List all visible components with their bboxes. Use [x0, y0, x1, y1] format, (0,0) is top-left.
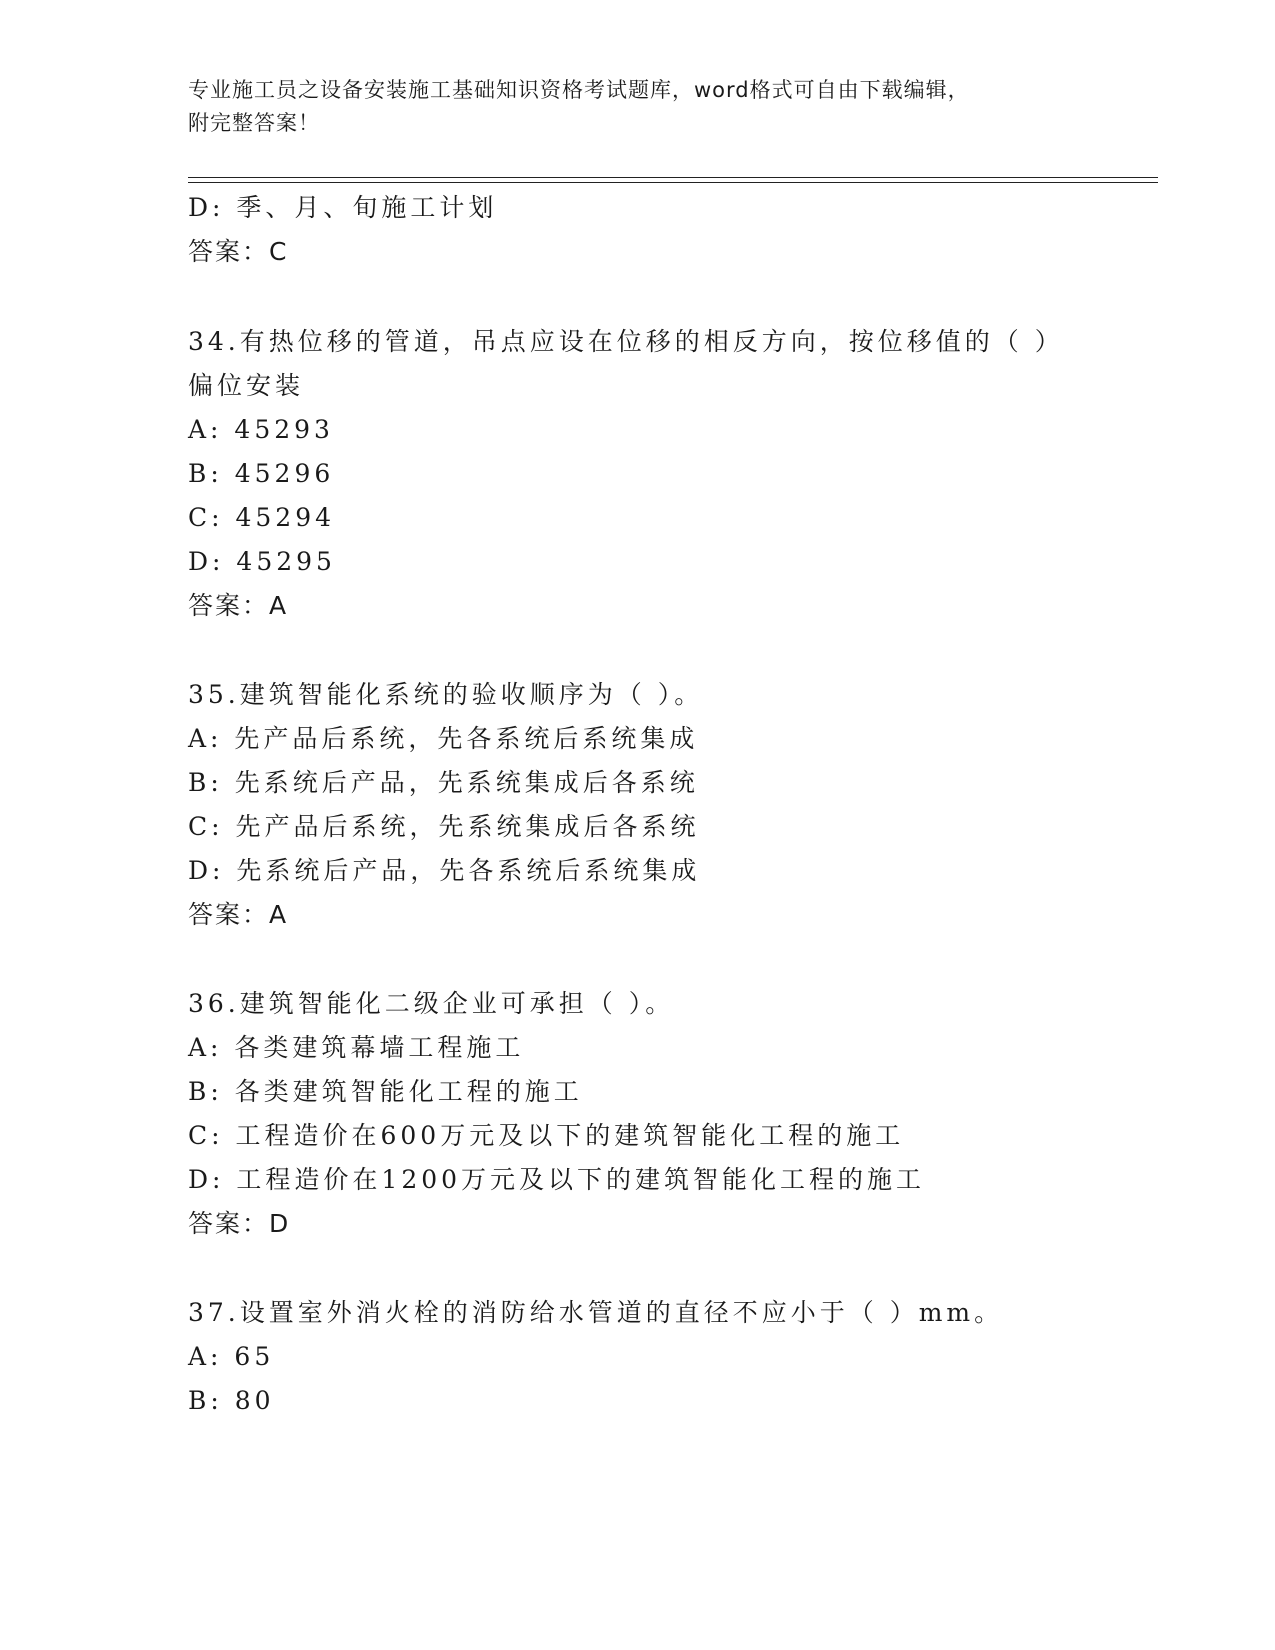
document-header	[188, 74, 1088, 140]
answer: 答案：D	[188, 1209, 291, 1238]
header-divider-bottom	[188, 182, 1158, 183]
header-line-1: 专业施工员之设备安装施工基础知识资格考试题库，word格式可自由下载编辑，	[188, 78, 970, 102]
header-line-2: 附完整答案！	[188, 111, 320, 135]
header-divider-top	[188, 177, 1158, 178]
option-c: C: 45294	[188, 503, 336, 532]
option-c: C: 先产品后系统，先系统集成后各系统	[188, 812, 700, 841]
prev-option-d: D: 季、月、旬施工计划	[188, 193, 498, 222]
option-b: B: 80	[188, 1386, 275, 1415]
answer: 答案：A	[188, 591, 289, 620]
option-b: B: 各类建筑智能化工程的施工	[188, 1077, 583, 1106]
option-d: D: 45295	[188, 547, 336, 576]
option-b: B: 先系统后产品，先系统集成后各系统	[188, 768, 699, 797]
answer: 答案：A	[188, 900, 289, 929]
question-stem-cont: 偏位安装	[188, 371, 305, 400]
option-b: B: 45296	[188, 459, 335, 488]
option-c: C: 工程造价在600万元及以下的建筑智能化工程的施工	[188, 1121, 905, 1150]
prev-answer: 答案：C	[188, 237, 289, 266]
option-d: D: 先系统后产品，先各系统后系统集成	[188, 856, 701, 885]
option-a: A: 先产品后系统，先各系统后系统集成	[188, 724, 699, 753]
question-stem: 34.有热位移的管道，吊点应设在位移的相反方向，按位移值的（ ）	[188, 327, 1064, 356]
option-a: A: 65	[188, 1342, 275, 1371]
option-a: A: 各类建筑幕墙工程施工	[188, 1033, 525, 1062]
question-stem: 36.建筑智能化二级企业可承担（ ）。	[188, 989, 675, 1018]
option-d: D: 工程造价在1200万元及以下的建筑智能化工程的施工	[188, 1165, 926, 1194]
question-stem: 35.建筑智能化系统的验收顺序为（ ）。	[188, 680, 704, 709]
option-a: A: 45293	[188, 415, 334, 444]
question-stem: 37.设置室外消火栓的消防给水管道的直径不应小于（ ）mm。	[188, 1298, 1004, 1327]
